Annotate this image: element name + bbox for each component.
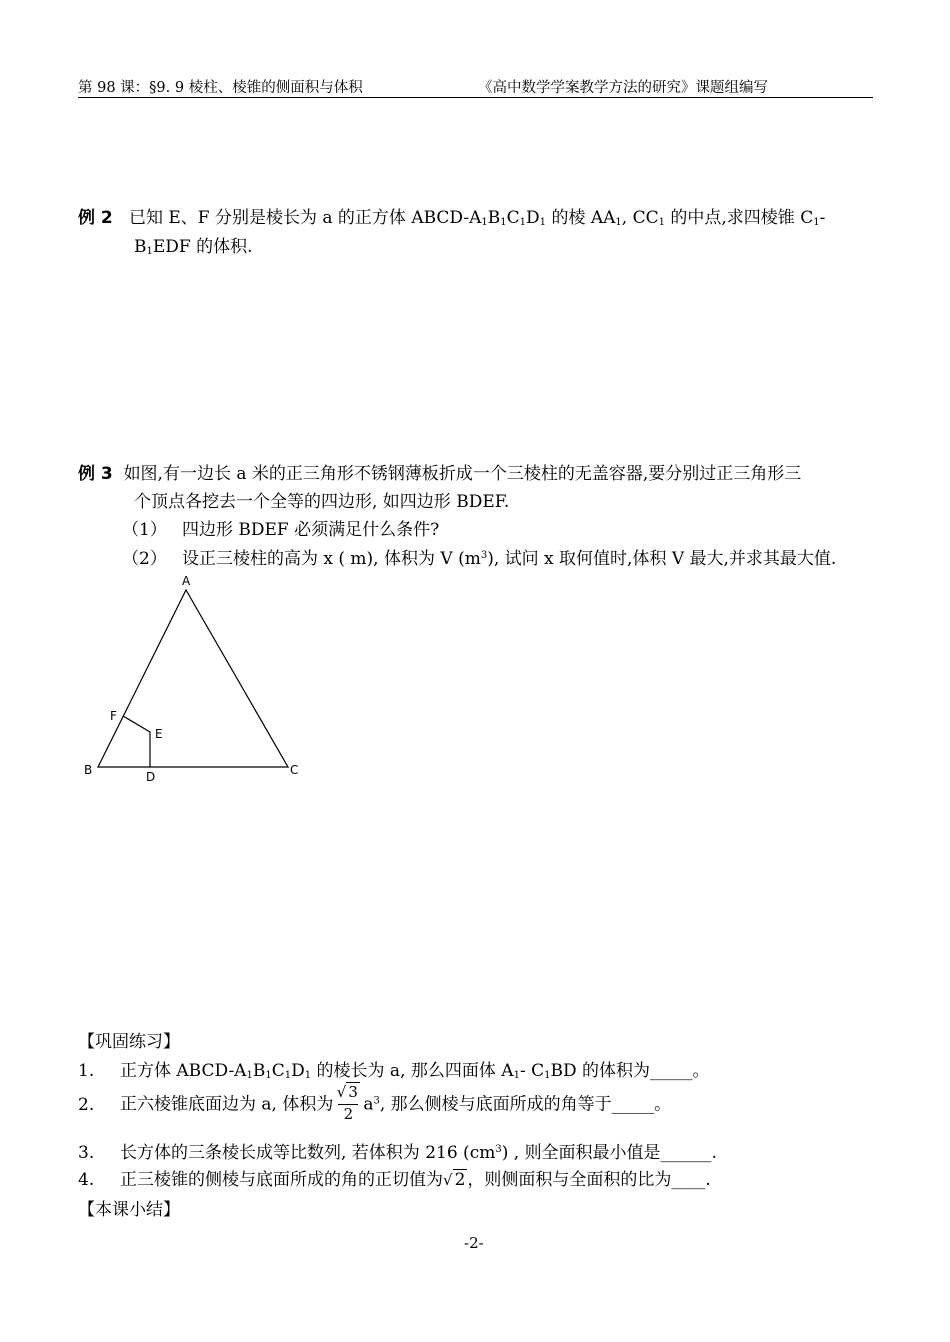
- practice-q3: 3. 长方体的三条棱长成等比数列, 若体积为 216 $(cm^3)$ , 则全面积最小值是______.: [78, 1143, 717, 1163]
- label-d: D: [146, 770, 156, 784]
- quadrilateral-bdef: [123, 716, 150, 767]
- triangle-figure: [76, 570, 316, 785]
- label-c: C: [290, 763, 299, 777]
- page-number: -2-: [464, 1234, 484, 1252]
- practice-q2: 2. 正六棱锥底面边为 a, 体积为 $\frac{√ 3}{2}$ $a^3$, 那么侧棱与底面所成的角等于_____。: [78, 1083, 672, 1123]
- practice-title: 【巩固练习】: [78, 1032, 180, 1052]
- example3-label: 例 3: [78, 464, 113, 484]
- summary-title: 【本课小结】: [78, 1200, 180, 1220]
- sqrt-symbol: √: [443, 1171, 453, 1189]
- label-e: E: [155, 727, 163, 741]
- example2-label: 例 2: [78, 208, 113, 228]
- example3-item2: （2） 设正三棱柱的高为 x ( m), 体积为 V $(m^3)$, 试问 x 取何值时,体积 V 最大,并求其最大值.: [122, 549, 837, 569]
- header-left: 第 98 课：§9. 9 棱柱、棱锥的侧面积与体积: [78, 80, 363, 96]
- fraction-sqrt3-over-2: $\frac{√ 3}{2}$: [336, 1083, 358, 1123]
- example2-line2: $B_1EDF$ 的体积.: [134, 237, 253, 257]
- label-b: B: [84, 763, 93, 777]
- header-right: 《高中数学学案教学方法的研究》课题组编写: [478, 80, 768, 96]
- practice-q1: 1. 正方体 ABCD-$A_1B_1C_1D_1$ 的棱长为 a, 那么四面体 $A_1-$ $C_1BD$ 的体积为_____。: [78, 1061, 710, 1081]
- label-f: F: [110, 709, 117, 723]
- header-rule: [78, 97, 873, 98]
- practice-q4: 4. 正三棱锥的侧棱与底面所成的角的正切值为√ 2 ，则侧面积与全面积的比为____.: [78, 1170, 711, 1190]
- example2-line1: 例 2 已知 E、F 分别是棱长为 a 的正方体 ABCD-$A_1B_1C_1D_1$ 的棱 $AA_1$, $CC_1$ 的中点,求四棱锥 $C_1-$: [78, 208, 826, 228]
- example3-line1: 例 3 如图,有一边长 a 米的正三角形不锈钢薄板折成一个三棱柱的无盖容器,要分别过正三角形三: [78, 464, 802, 484]
- label-a: A: [182, 574, 191, 588]
- example3-line2: 个顶点各挖去一个全等的四边形, 如四边形 BDEF.: [134, 492, 510, 512]
- example3-item1: （1） 四边形 BDEF 必须满足什么条件?: [122, 520, 440, 540]
- triangle-abc: [98, 590, 288, 767]
